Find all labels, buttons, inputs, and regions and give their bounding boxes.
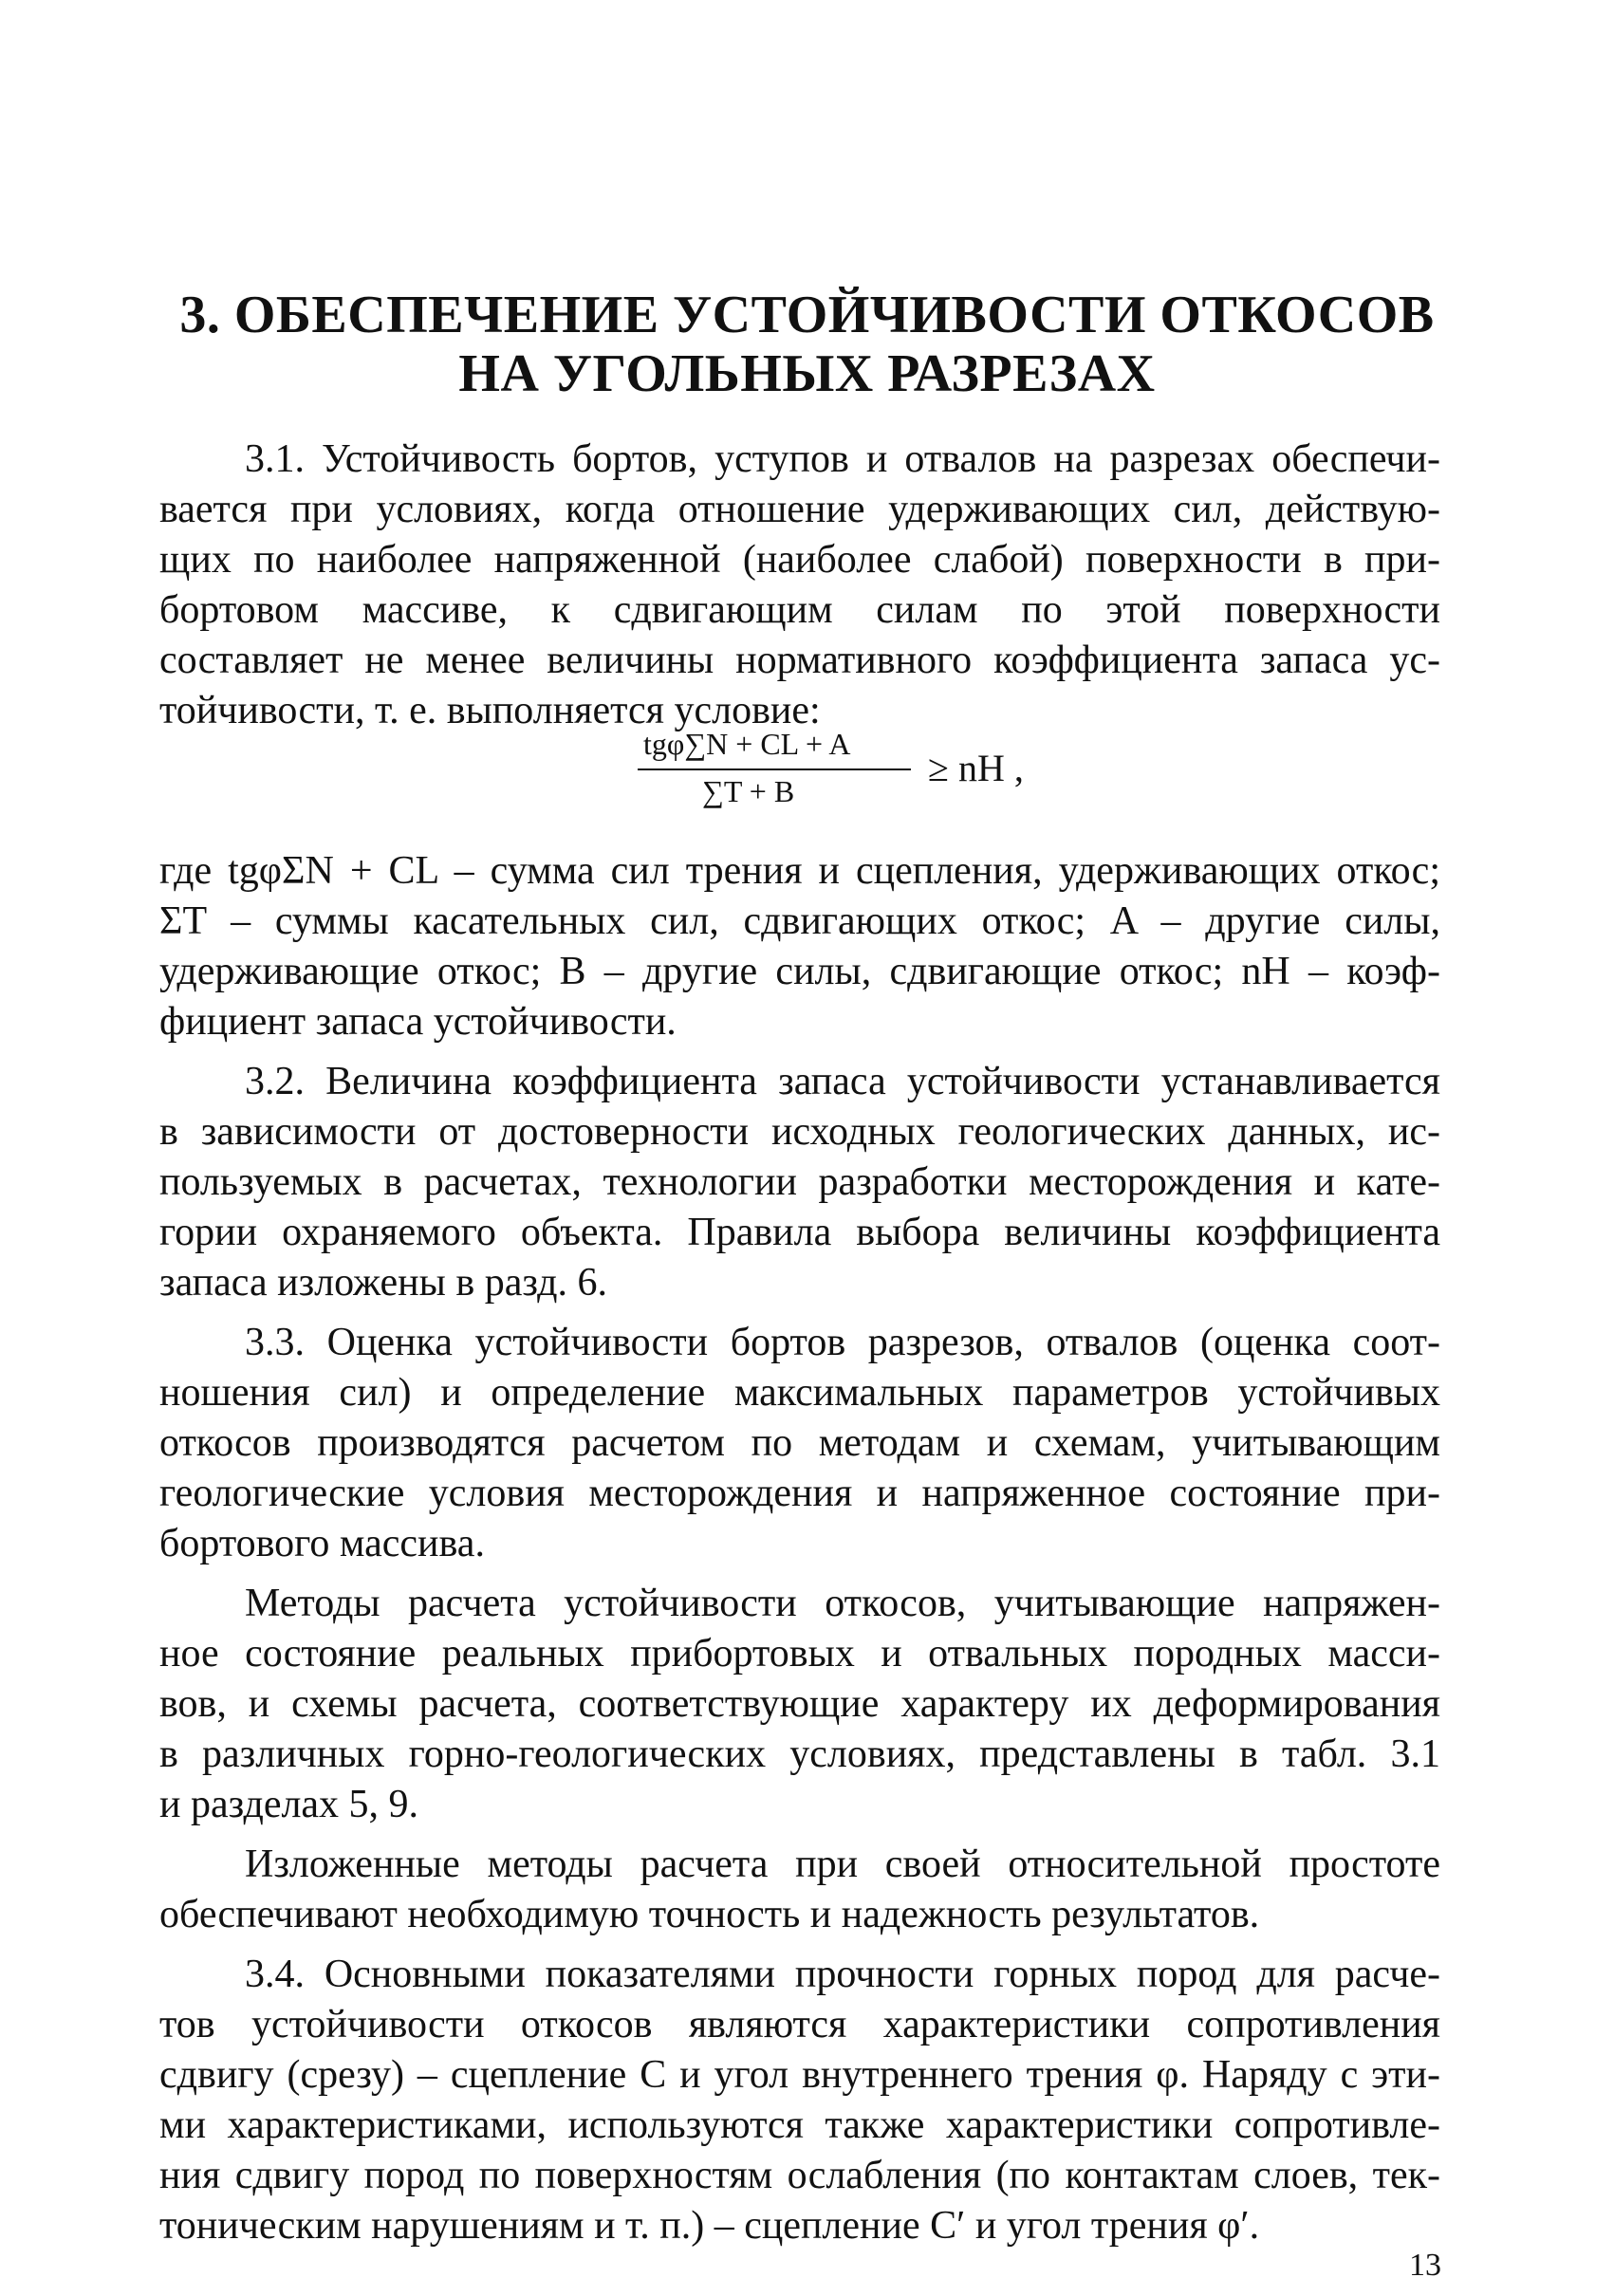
paragraph-3-4-line: тоническим нарушениям и т. п.) – сцепление C′ и угол трения φ′. [159,2204,1260,2248]
paragraph-methods-line: в различных горно-геологических условиях, представлены в табл. 3.1 [159,1732,1440,1776]
paragraph-3-1-line: бортовом массиве, к сдвигающим силам по этой поверхности [159,588,1440,632]
paragraph-3-2-line: пользуемых в расчетах, технологии разработки месторождения и кате- [159,1160,1440,1204]
fraction-bar [638,768,911,770]
paragraph-3-3-line: ношения сил) и определение максимальных параметров устойчивых [159,1371,1440,1415]
paragraph-3-4-line: ми характеристиками, используются также характеристики сопротивле- [159,2103,1440,2147]
paragraph-3-4-line: тов устойчивости откосов являются характеристики сопротивления [159,2003,1440,2046]
paragraph-3-1-line: щих по наиболее напряженной (наиболее слабой) поверхности в при- [159,538,1440,582]
paragraph-3-1-line: составляет не менее величины нормативного коэффициента запаса ус- [159,639,1440,682]
formula-legend-line: фициент запаса устойчивости. [159,1000,677,1044]
paragraph-3-2-line: запаса изложены в разд. 6. [159,1261,608,1305]
paragraph-3-3-line: откосов производятся расчетом по методам и схемам, учитывающим [159,1421,1440,1465]
paragraph-3-1-line: тойчивости, т. е. выполняется условие: [159,689,821,732]
paragraph-methods-line: вов, и схемы расчета, соответствующие характеру их деформирования [159,1682,1440,1726]
stability-formula [626,721,1063,835]
paragraph-accuracy-line: Изложенные методы расчета при своей относительной простоте [245,1842,1440,1886]
paragraph-3-2-line: гории охраняемого объекта. Правила выбора величины коэффициента [159,1211,1440,1254]
formula-relation: ≥ nН , [928,747,1024,789]
section-title-line-2: НА УГОЛЬНЫХ РАЗРЕЗАХ [458,344,1156,403]
paragraph-3-3-line: геологические условия месторождения и напряженное состояние при- [159,1472,1440,1515]
formula-numerator: tgφ∑N + CL + A [643,727,851,761]
paragraph-methods-line: ное состояние реальных прибортовых и отвальных породных масси- [159,1632,1440,1676]
paragraph-3-2-line: в зависимости от достоверности исходных геологических данных, ис- [159,1110,1440,1154]
formula-legend-line: удерживающие откос; B – другие силы, сдвигающие откос; nН – коэф- [159,950,1440,993]
page-number: 13 [1409,2248,1441,2283]
paragraph-3-1-line: вается при условиях, когда отношение удерживающих сил, действую- [159,488,1440,531]
formula-legend-line: ΣT – суммы касательных сил, сдвигающих откос; A – другие силы, [159,899,1440,943]
paragraph-3-2-line: 3.2. Величина коэффициента запаса устойчивости устанавливается [245,1060,1440,1103]
section-title-line-1: 3. ОБЕСПЕЧЕНИЕ УСТОЙЧИВОСТИ ОТКОСОВ [179,286,1435,344]
paragraph-3-4-line: сдвигу (срезу) – сцепление C и угол внутреннего трения φ. Наряду с эти- [159,2053,1440,2097]
formula-denominator: ∑T + B [702,774,795,808]
paragraph-3-4-line: 3.4. Основными показателями прочности горных пород для расче- [245,1953,1440,1996]
paragraph-3-3-line: бортового массива. [159,1522,485,1565]
formula-legend-line: где tgφΣN + CL – сумма сил трения и сцепления, удерживающих откос; [159,849,1440,893]
paragraph-methods-line: Методы расчета устойчивости откосов, учитывающие напряжен- [245,1582,1440,1625]
paragraph-methods-line: и разделах 5, 9. [159,1783,419,1826]
paragraph-3-1-line: 3.1. Устойчивость бортов, уступов и отвалов на разрезах обеспечи- [245,437,1440,481]
paragraph-3-3-line: 3.3. Оценка устойчивости бортов разрезов, отвалов (оценка соот- [245,1321,1440,1364]
paragraph-3-4-line: ния сдвигу пород по поверхностям ослабления (по контактам слоев, тек- [159,2154,1440,2197]
paragraph-accuracy-line: обеспечивают необходимую точность и надежность результатов. [159,1893,1260,1936]
